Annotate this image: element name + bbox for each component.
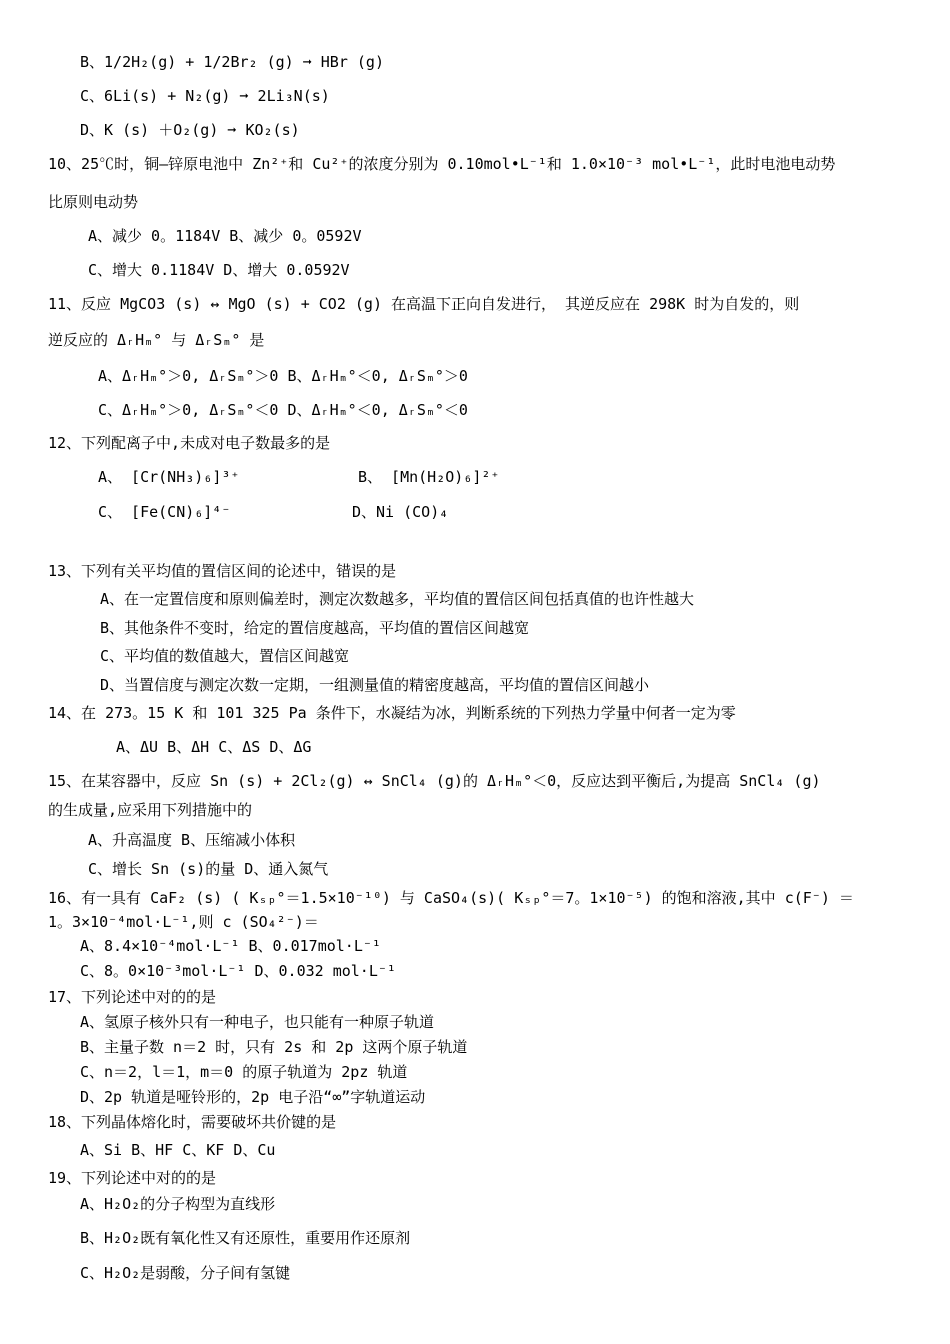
- text-line: 1。3×10⁻⁴mol·L⁻¹,则 c (SO₄²⁻)＝: [48, 913, 319, 931]
- text-line: B、1/2H₂(g) + 1/2Br₂ (g) ➞ HBr (g): [80, 53, 384, 71]
- text-line: 14、在 273。15 K 和 101 325 Pa 条件下，水凝结为冰，判断系统的下列热力学量中何者一定为零: [48, 704, 736, 722]
- text-line: 10、25℃时，铜—锌原电池中 Zn²⁺和 Cu²⁺的浓度分别为 0.10mol•L⁻¹和 1.0×10⁻³ mol•L⁻¹，此时电池电动势: [48, 155, 836, 173]
- text-line: C、ΔᵣHₘ°＞0, ΔᵣSₘ°＜0 D、ΔᵣHₘ°＜0, ΔᵣSₘ°＜0: [98, 401, 468, 419]
- text-line: C、 [Fe(CN)₆]⁴⁻: [98, 503, 231, 521]
- text-line: B、H₂O₂既有氧化性又有还原性，重要用作还原剂: [80, 1229, 411, 1247]
- text-line: A、减少 0。1184V B、减少 0。0592V: [88, 227, 362, 245]
- text-line: C、8。0×10⁻³mol·L⁻¹ D、0.032 mol·L⁻¹: [80, 962, 396, 980]
- text-line: A、升高温度 B、压缩减小体积: [88, 831, 296, 849]
- text-line: 11、反应 MgCO3 (s) ↔ MgO (s) + CO2 (g) 在高温下正向自发进行， 其逆反应在 298K 时为自发的，则: [48, 295, 800, 313]
- text-line: 17、下列论述中对的的是: [48, 988, 217, 1006]
- text-line: C、n＝2，l＝1，m＝0 的原子轨道为 2pz 轨道: [80, 1063, 408, 1081]
- text-line: 13、下列有关平均值的置信区间的论述中，错误的是: [48, 562, 397, 580]
- text-line: 19、下列论述中对的的是: [48, 1169, 217, 1187]
- text-line: B、其他条件不变时，给定的置信度越高，平均值的置信区间越宽: [100, 619, 530, 637]
- text-line: A、ΔU B、ΔH C、ΔS D、ΔG: [116, 738, 312, 756]
- text-line: A、ΔᵣHₘ°＞0, ΔᵣSₘ°＞0 B、ΔᵣHₘ°＜0, ΔᵣSₘ°＞0: [98, 367, 468, 385]
- text-line: C、6Li(s) + N₂(g) ➞ 2Li₃N(s): [80, 87, 330, 105]
- text-line: A、在一定置信度和原则偏差时，测定次数越多，平均值的置信区间包括真值的也许性越大: [100, 590, 695, 608]
- text-line: 15、在某容器中，反应 Sn (s) + 2Cl₂(g) ↔ SnCl₄ (g)的 ΔᵣHₘ°＜0，反应达到平衡后,为提高 SnCl₄ (g): [48, 772, 821, 790]
- text-line: A、H₂O₂的分子构型为直线形: [80, 1195, 276, 1213]
- text-line: C、增大 0.1184V D、增大 0.0592V: [88, 261, 350, 279]
- text-line: 比原则电动势: [48, 193, 139, 211]
- text-line: B、主量子数 n＝2 时，只有 2s 和 2p 这两个原子轨道: [80, 1038, 468, 1056]
- text-line: C、增长 Sn (s)的量 D、通入氮气: [88, 860, 329, 878]
- text-line: D、K (s) ＋O₂(g) ➞ KO₂(s): [80, 121, 300, 139]
- text-line: B、 [Mn(H₂O)₆]²⁺: [358, 468, 500, 486]
- text-line: 18、下列晶体熔化时，需要破坏共价键的是: [48, 1113, 337, 1131]
- text-line: D、当置信度与测定次数一定期，一组测量值的精密度越高，平均值的置信区间越小: [100, 676, 650, 694]
- text-line: A、Si B、HF C、KF D、Cu: [80, 1141, 276, 1159]
- text-line: A、8.4×10⁻⁴mol·L⁻¹ B、0.017mol·L⁻¹: [80, 937, 381, 955]
- text-line: 逆反应的 ΔᵣHₘ° 与 ΔᵣSₘ° 是: [48, 331, 265, 349]
- text-line: A、 [Cr(NH₃)₆]³⁺: [98, 468, 240, 486]
- text-line: C、平均值的数值越大，置信区间越宽: [100, 647, 350, 665]
- text-line: 12、下列配离子中,未成对电子数最多的是: [48, 434, 331, 452]
- text-line: 的生成量,应采用下列措施中的: [48, 801, 253, 819]
- text-line: C、H₂O₂是弱酸，分子间有氢键: [80, 1264, 291, 1282]
- text-line: 16、有一具有 CaF₂ (s) ( Kₛₚ°＝1.5×10⁻¹⁰) 与 CaSO₄(s)( Kₛₚ°＝7。1×10⁻⁵) 的饱和溶液,其中 c(F⁻) ＝: [48, 889, 854, 907]
- text-line: D、Ni (CO)₄: [352, 503, 449, 521]
- text-line: D、2p 轨道是哑铃形的，2p 电子沿“∞”字轨道运动: [80, 1088, 426, 1106]
- text-line: A、氢原子核外只有一种电子，也只能有一种原子轨道: [80, 1013, 435, 1031]
